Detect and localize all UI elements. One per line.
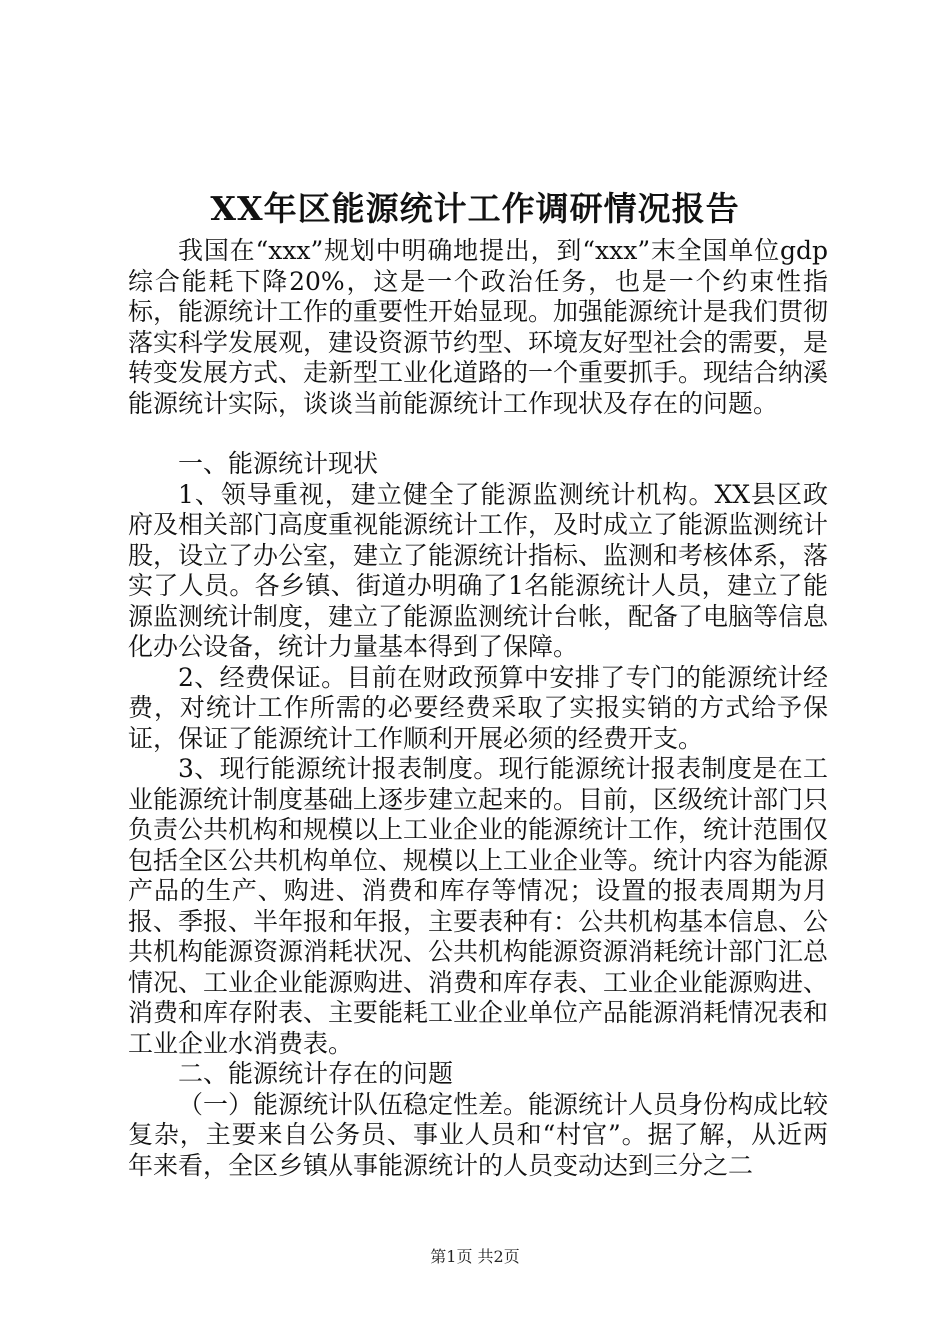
page-footer: 第1页 共2页 xyxy=(430,1247,520,1266)
section-heading-problems: 二、能源统计存在的问题 xyxy=(178,1059,454,1088)
paragraph-leadership: 1、领导重视，建立健全了能源监测统计机构。XX县区政府及相关部门高度重视能源统计工作，及时成立了能源监测统计股，设立了办公室，建立了能源统计指标、监测和考核体系，落实了人员。各乡镇、街道办明确了1名能源统计人员，建立了能源监测统计制度，建立了能源监测统计台帐，配备了电脑等信息化办公设备，统计力量基本得到了保障。 xyxy=(128,479,829,661)
paragraph-team-stability: （一）能源统计队伍稳定性差。能源统计人员身份构成比较复杂，主要来自公务员、事业人员和“村官”。据了解，从近两年来看，全区乡镇从事能源统计的人员变动达到三分之二 xyxy=(128,1089,829,1180)
section-heading-status: 一、能源统计现状 xyxy=(178,449,379,478)
paragraph-funding: 2、经费保证。目前在财政预算中安排了专门的能源统计经费，对统计工作所需的必要经费采取了实报实销的方式给予保证，保证了能源统计工作顺利开展必须的经费开支。 xyxy=(128,662,828,753)
document-title: XX年区能源统计工作调研情况报告 xyxy=(210,189,740,228)
paragraph-reporting-system: 3、现行能源统计报表制度。现行能源统计报表制度是在工业能源统计制度基础上逐步建立起来的。目前，区级统计部门只负责公共机构和规模以上工业企业的能源统计工作，统计范围仅包括全区公共机构单位、规模以上工业企业等。统计内容为能源产品的生产、购进、消费和库存等情况；设置的报表周期为月报、季报、半年报和年报，主要表种有：公共机构基本信息、公共机构能源资源消耗状况、公共机构能源资源消耗统计部门汇总情况、工业企业能源购进、消费和库存表、工业企业能源购进、消费和库存附表、主要能耗工业企业单位产品能源消耗情况表和工业企业水消费表。 xyxy=(128,754,829,1058)
paragraph-intro: 我国在“xxx”规划中明确地提出，到“xxx”末全国单位gdp综合能耗下降20%，这是一个政治任务，也是一个约束性指标，能源统计工作的重要性开始显现。加强能源统计是我们贯彻落实科学发展观，建设资源节约型、环境友好型社会的需要，是转变发展方式、走新型工业化道路的一个重要抓手。现结合纳溪能源统计实际，谈谈当前能源统计工作现状及存在的问题。 xyxy=(128,236,829,418)
document-body xyxy=(128,236,828,1181)
